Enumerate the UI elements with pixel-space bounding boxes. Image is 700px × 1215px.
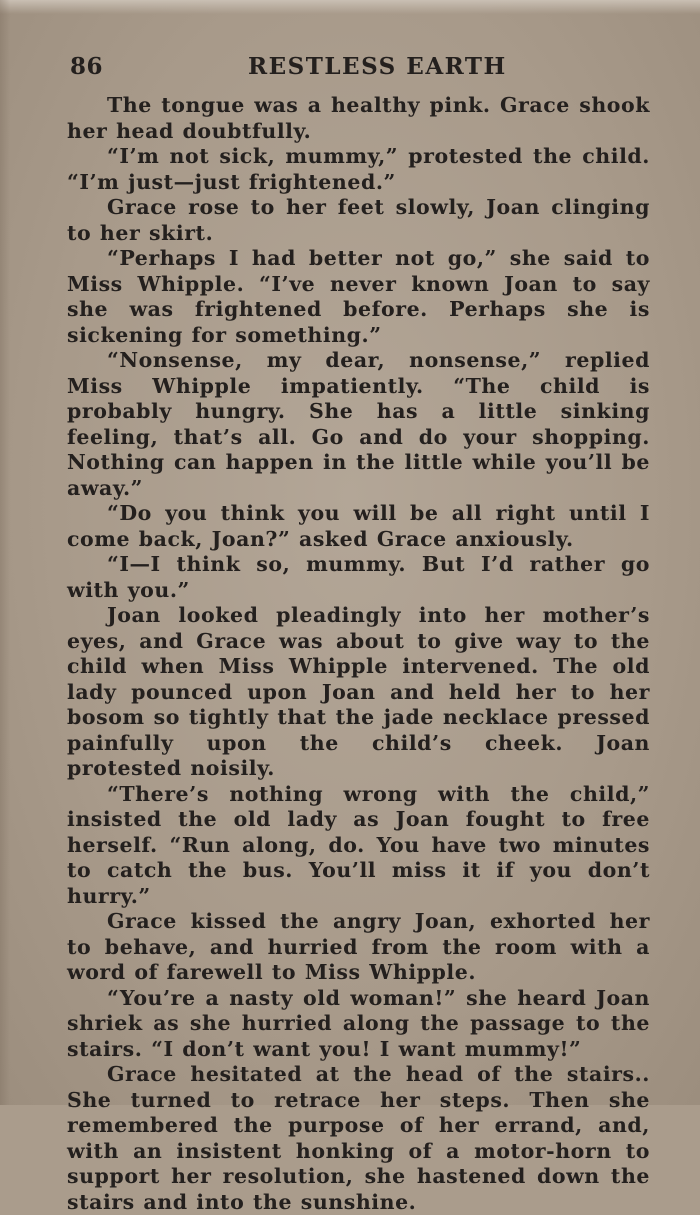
paragraph: The tongue was a healthy pink. Grace shook her head doubtfully. — [67, 93, 650, 143]
running-head — [70, 53, 650, 87]
paragraph: “Nonsense, my dear, nonsense,” replied Miss Whipple impatiently. “The child is probably hungry. She has a little sinking feeling, that’s all. Go and do your shopping. Nothing can happen in the little while you’ll be away.” — [67, 348, 650, 500]
text-body — [67, 93, 650, 1215]
paragraph: Grace rose to her feet slowly, Joan clinging to her skirt. — [67, 195, 650, 245]
paragraph: “Perhaps I had better not go,” she said to Miss Whipple. “I’ve never known Joan to say she was frightened before. Perhaps she is sickening for something.” — [67, 246, 650, 347]
paragraph: “I—I think so, mummy. But I’d rather go with you.” — [67, 552, 650, 602]
paragraph: “There’s nothing wrong with the child,” insisted the old lady as Joan fought to free herself. “Run along, do. You have two minutes to catch the bus. You’ll miss it if you don’t hurry.” — [67, 781, 650, 908]
paragraph: Joan looked pleadingly into her mother’s eyes, and Grace was about to give way to the child when Miss Whipple intervened. The old lady pounced upon Joan and held her to her bosom so tightly that the jade necklace pressed painfully upon the child’s cheek. Joan protested noisily. — [67, 603, 650, 780]
book-title: RESTLESS EARTH — [248, 53, 507, 80]
page-number: 86 — [70, 53, 104, 80]
paragraph: “You’re a nasty old woman!” she heard Joan shriek as she hurried along the passage to the stairs. “I don’t want you! I want mummy!” — [67, 985, 650, 1061]
paragraph: “I’m not sick, mummy,” protested the child. “I’m just—just frightened.” — [67, 144, 650, 194]
paragraph: “Do you think you will be all right until I come back, Joan?” asked Grace anxiously. — [67, 501, 650, 551]
paragraph: Grace hesitated at the head of the stairs.. She turned to retrace her steps. Then she remembered the purpose of her errand, and, with an insistent honking of a motor-horn to support her resolution, she hastened down the stairs and into the sunshine. — [67, 1062, 650, 1214]
paragraph: Grace kissed the angry Joan, exhorted her to behave, and hurried from the room with a word of farewell to Miss Whipple. — [67, 909, 650, 984]
